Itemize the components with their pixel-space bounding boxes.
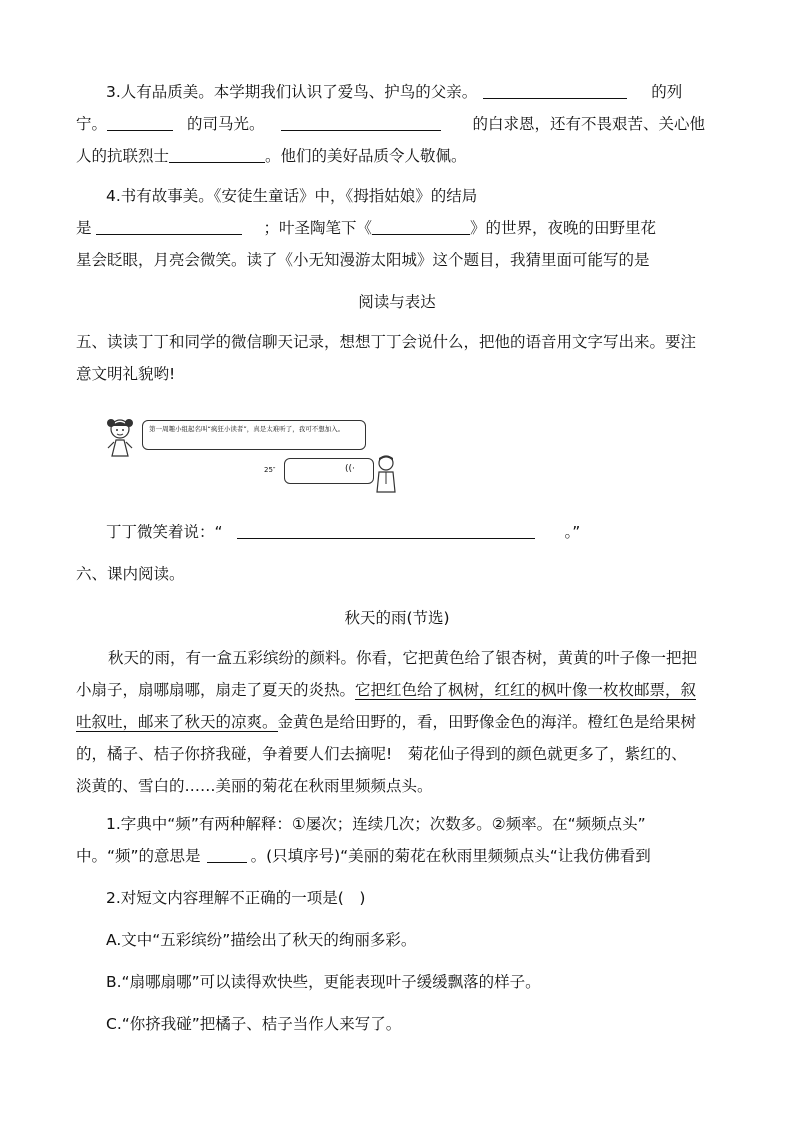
question-text: 中。“频”的意思是 (76, 847, 201, 865)
answer-blank[interactable] (483, 82, 627, 99)
q5-text: 丁丁微笑着说：“ (106, 523, 223, 541)
passage-text: 的，橘子、桔子你挤我碰，争着要人们去摘呢! 菊花仙子得到的颜色就更多了，紫红的、 (76, 745, 687, 763)
passage-line (76, 712, 696, 732)
q5-line2 (76, 364, 175, 384)
answer-blank[interactable] (207, 846, 247, 863)
q4-text: 4.书有故事美。《安徒生童话》中，《拇指姑娘》的结局 (106, 187, 478, 205)
answer-blank[interactable] (372, 218, 470, 235)
underlined-sentence: 它把红色给了枫树，红红的枫叶像一枚枚邮票，叙 (355, 681, 697, 699)
q4-line2 (76, 218, 656, 238)
q4-text: 》的世界，夜晚的田野里花 (470, 219, 657, 237)
chat-bubble-received (142, 420, 366, 450)
q4-line3 (76, 250, 650, 270)
voice-wave-icon: ((· (345, 464, 355, 474)
question-text: 1.字典中“频”有两种解释：①屡次；连续几次；次数多。②频率。在“频频点头” (106, 815, 646, 833)
q4-text: 星会眨眼，月亮会微笑。读了《小无知漫游太阳城》这个题目，我猜里面可能写的是 (76, 251, 650, 269)
answer-blank[interactable] (107, 114, 173, 131)
q5-text: 意文明礼貌哟! (76, 365, 176, 383)
passage-line (108, 648, 697, 668)
sub-question-1-line1 (106, 814, 646, 834)
answer-blank[interactable] (281, 114, 441, 131)
passage-text: 金黄色是给田野的，看，田野像金色的海洋。橙红色是给果树 (277, 713, 697, 731)
sub-question-2: 2.对短文内容理解不正确的一项是( ) (106, 889, 366, 907)
underlined-sentence: 吐叙吐，邮来了秋天的凉爽。 (76, 713, 278, 731)
chat-message-text: 第一周趣小组起名叫“疯狂小读者”，真是太难听了，我可不想加入。 (149, 425, 345, 433)
passage-text: 秋天的雨，有一盒五彩缤纷的颜料。你看，它把黄色给了银杏树，黄黄的叶子像一把把 (108, 649, 698, 667)
q4-text: 是 (76, 219, 92, 237)
dingding-avatar-icon (374, 454, 398, 494)
q5-text: 五、读读丁丁和同学的微信聊天记录，想想丁丁会说什么，把他的语音用文字写出来。要注 (76, 333, 697, 351)
q3-text: 的司马光。 (187, 115, 265, 133)
sub-question-1-line2 (76, 846, 651, 866)
answer-blank[interactable] (169, 146, 265, 163)
wechat-chat-image (106, 414, 376, 498)
passage-line (76, 744, 687, 764)
q3-text: 人的抗联烈士 (76, 147, 170, 165)
passage-text: 小扇子，扇哪扇哪，扇走了夏天的炎热。 (76, 681, 356, 699)
answer-blank[interactable] (237, 522, 535, 539)
q6-heading: 六、课内阅读。 (76, 565, 185, 583)
answer-blank[interactable] (96, 218, 242, 235)
passage-title: 秋天的雨(节选) (344, 609, 450, 627)
passage-line (76, 680, 696, 700)
q3-line2 (76, 114, 705, 134)
q3-text: 的列 (651, 83, 683, 101)
q5-answer-line (106, 522, 580, 542)
section-title: 阅读与表达 (358, 293, 436, 311)
option-a: A.文中“五彩缤纷”描绘出了秋天的绚丽多彩。 (106, 931, 417, 949)
q3-text: 的白求恩，还有不畏艰苦、关心他 (472, 115, 706, 133)
q3-line3 (76, 146, 467, 166)
q3-text: 。他们的美好品质令人敬佩。 (265, 147, 467, 165)
voice-message-bubble[interactable] (284, 458, 374, 484)
q3-text: 3.人有品质美。本学期我们认识了爱鸟、护鸟的父亲。 (106, 83, 478, 101)
q4-text: ；叶圣陶笔下《 (263, 219, 373, 237)
girl-avatar-icon (106, 416, 146, 460)
q3-line1 (106, 82, 682, 102)
option-c: C.“你挤我碰”把橘子、桔子当作人来写了。 (106, 1015, 402, 1033)
q4-line1 (106, 186, 477, 206)
option-b: B.“扇哪扇哪”可以读得欢快些，更能表现叶子缓缓飘落的样子。 (106, 973, 541, 991)
voice-duration: 25″ (264, 466, 276, 474)
q5-line1 (76, 332, 696, 352)
passage-text: 淡黄的、雪白的……美丽的菊花在秋雨里频频点头。 (76, 777, 433, 795)
q3-text: 宁。 (76, 115, 108, 133)
q5-text: 。” (564, 523, 581, 541)
passage-line (76, 776, 433, 796)
question-text: 。(只填序号)“美丽的菊花在秋雨里频频点头“让我仿佛看到 (250, 847, 651, 865)
